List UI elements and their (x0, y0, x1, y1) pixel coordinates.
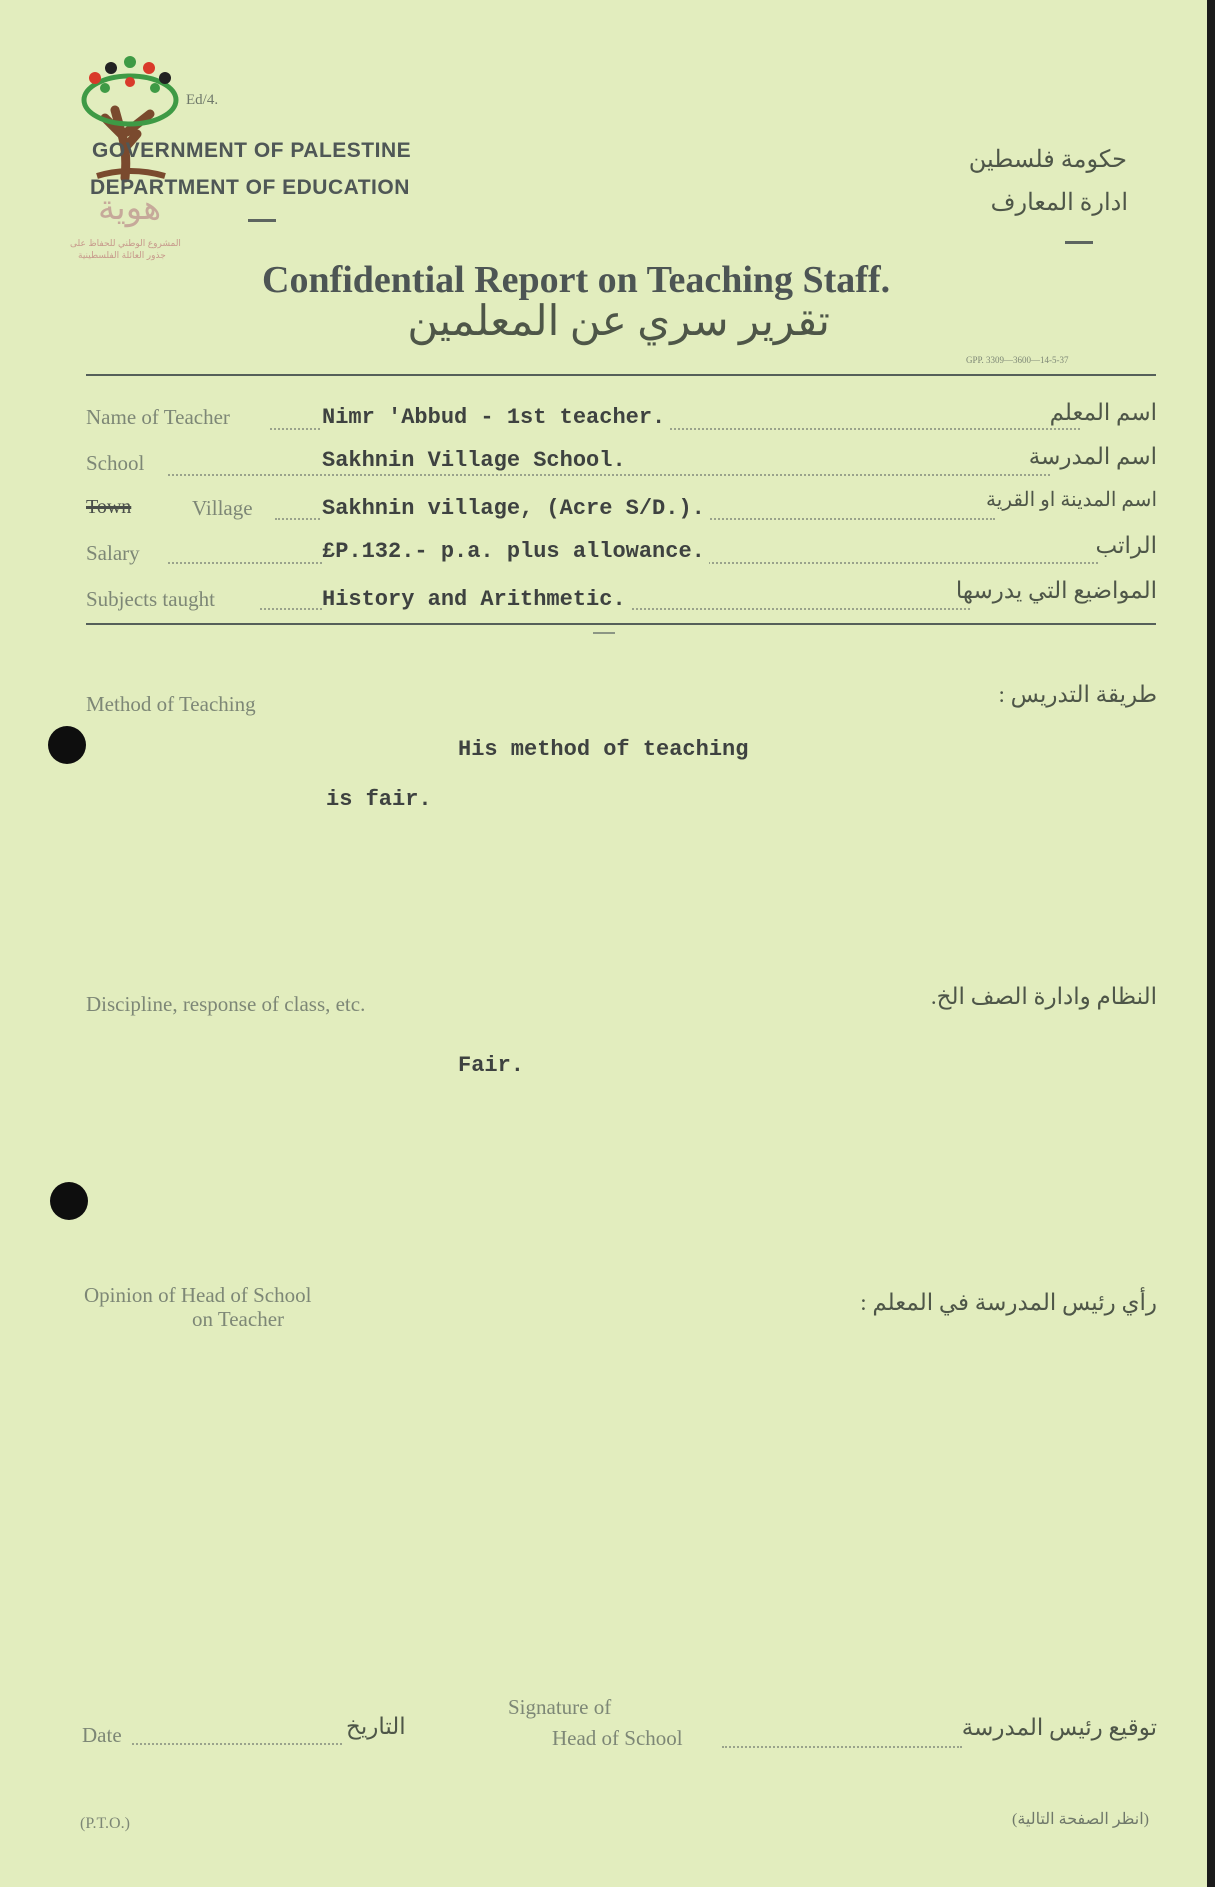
method-text-line-1: His method of teaching (458, 737, 749, 762)
punch-hole (50, 1182, 88, 1220)
watermark-brand: هوية (98, 190, 162, 227)
opinion-label-en-2: on Teacher (192, 1307, 285, 1331)
opinion-label-en-1: Opinion of Head of School (84, 1283, 312, 1307)
method-label-ar: طريقة التدريس : (998, 682, 1157, 707)
header-dash-right (1065, 241, 1093, 244)
center-dash (593, 632, 615, 634)
signature-label-en-2: Head of School (552, 1726, 683, 1750)
punch-hole (48, 726, 86, 764)
opinion-label-ar: رأي رئيس المدرسة في المعلم : (860, 1290, 1157, 1315)
department-title-en: DEPARTMENT OF EDUCATION (90, 176, 410, 199)
discipline-label-en: Discipline, response of class, etc. (86, 992, 366, 1016)
header-dash-left (248, 219, 276, 222)
field-label-en: Village (192, 496, 253, 520)
signature-dots (722, 1746, 962, 1748)
signature-label-en-1: Signature of (508, 1695, 612, 1719)
field-dots (168, 474, 1050, 476)
department-title-ar: ادارة المعارف (990, 190, 1128, 216)
field-value-teacher: Nimr 'Abbud - 1st teacher. (322, 405, 669, 430)
field-label-en: Subjects taught (86, 587, 215, 611)
field-label-en: Salary (86, 541, 140, 565)
form-code: Ed/4. (186, 92, 219, 108)
field-value-subjects: History and Arithmetic. (322, 587, 630, 612)
field-label-en: School (86, 451, 145, 475)
pto-ar: (انظر الصفحة التالية) (1011, 1811, 1149, 1828)
field-label-ar: اسم المدينة او القرية (986, 489, 1157, 511)
tree-logo-icon (75, 48, 185, 188)
date-label-ar: التاريخ (346, 1714, 406, 1739)
field-value-village: Sakhnin village, (Acre S/D.). (322, 496, 709, 521)
date-dots (132, 1743, 342, 1745)
field-value-salary: £P.132.- p.a. plus allowance. (322, 539, 709, 564)
struck-word: Town (86, 496, 132, 518)
fields-bottom-rule (86, 623, 1156, 625)
watermark-tagline-2: جذور العائلة الفلسطينية (78, 250, 166, 260)
signature-label-ar: توقيع رئيس المدرسة (961, 1715, 1157, 1740)
field-label-ar: اسم المدرسة (1028, 444, 1157, 469)
method-label-en: Method of Teaching (86, 692, 256, 716)
pto-en: (P.T.O.) (80, 1815, 130, 1832)
field-label-ar: المواضيع التي يدرسها (955, 578, 1157, 603)
report-title-en: Confidential Report on Teaching Staff. (262, 259, 891, 301)
government-title-ar: حكومة فلسطين (968, 147, 1127, 173)
field-label-ar: الراتب (1095, 533, 1157, 558)
report-title-ar: تقرير سري عن المعلمين (407, 299, 830, 345)
print-code: GPP. 3309—3600—14-5-37 (966, 355, 1069, 365)
field-label-en: Name of Teacher (86, 405, 230, 429)
government-title-en: GOVERNMENT OF PALESTINE (92, 139, 412, 162)
discipline-label-ar: النظام وادارة الصف الخ. (930, 984, 1157, 1009)
method-text-line-2: is fair. (326, 787, 432, 812)
top-rule (86, 374, 1156, 376)
discipline-text: Fair. (458, 1053, 525, 1078)
field-value-school: Sakhnin Village School. (322, 448, 630, 473)
watermark-tagline-1: المشروع الوطني للحفاظ على (70, 238, 181, 248)
field-label-ar: اسم المعلم (1049, 400, 1157, 425)
date-label-en: Date (82, 1723, 122, 1747)
